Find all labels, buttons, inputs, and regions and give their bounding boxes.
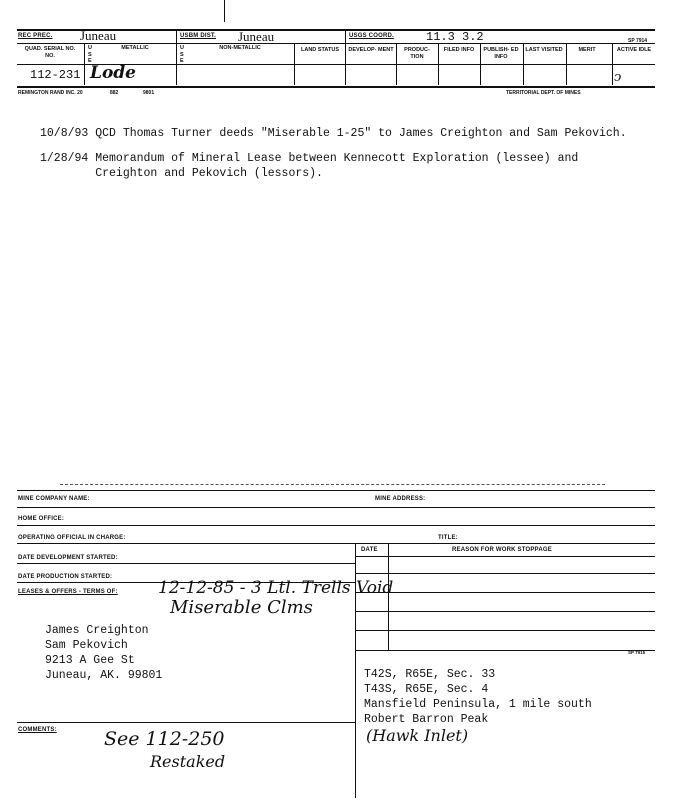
divider xyxy=(355,630,655,631)
comments-handwritten-2: Restaked xyxy=(150,752,226,771)
mine-address-label: MINE ADDRESS: xyxy=(375,496,426,502)
active-idle-header: ACTIVE IDLE xyxy=(616,47,652,53)
home-office-label: HOME OFFICE: xyxy=(18,516,65,522)
leases-offers-label: LEASES & OFFERS - TERMS OF: xyxy=(18,589,118,595)
divider xyxy=(355,592,655,593)
department-name: TERRITORIAL DEPT. OF MINES xyxy=(506,90,581,96)
owner-street: 9213 A Gee St xyxy=(45,654,135,667)
divider xyxy=(17,490,655,491)
note-1: 10/8/93 QCD Thomas Turner deeds "Miserable 1-25" to James Creighton and Sam Pekovich. xyxy=(40,127,627,140)
metallic-header: METALLIC xyxy=(121,45,149,51)
date-column-header: DATE xyxy=(361,547,378,553)
location-line-1: T42S, R65E, Sec. 33 xyxy=(364,668,496,681)
divider xyxy=(17,722,355,723)
divider xyxy=(345,29,346,85)
owner-name-2: Sam Pekovich xyxy=(45,639,128,652)
leases-handwritten-claims: Miserable Clms xyxy=(170,597,313,618)
development-header: DEVELOP- MENT xyxy=(348,47,394,53)
divider xyxy=(176,29,177,85)
date-production-label: DATE PRODUCTION STARTED: xyxy=(18,574,113,580)
comments-handwritten-1: See 112-250 xyxy=(104,728,225,750)
location-handwritten: (Hawk Inlet) xyxy=(366,726,469,745)
date-development-label: DATE DEVELOPMENT STARTED: xyxy=(18,555,118,561)
leases-handwritten-note: 12-12-85 - 3 Ltl. Trells Void xyxy=(158,578,394,598)
divider xyxy=(355,611,655,612)
metallic-handwritten: Lode xyxy=(90,63,136,83)
non-metallic-header: NON-METALLIC xyxy=(219,45,261,51)
title-label: TITLE: xyxy=(438,535,458,541)
production-header: PRODUC- TION xyxy=(404,47,430,60)
printer-code-a: 882 xyxy=(110,90,119,96)
divider xyxy=(17,43,655,44)
rec-prec-value: Juneau xyxy=(80,28,117,43)
published-info-header: PUBLISH- ED INFO xyxy=(483,47,519,60)
note-2: 1/28/94 Memorandum of Mineral Lease between Kennecott Exploration (lessee) and Creighton and Pekovich (lessors). xyxy=(40,152,579,180)
merit-header: MERIT xyxy=(578,47,596,53)
divider xyxy=(17,86,655,88)
usbm-dist-label: USBM DIST. xyxy=(180,33,217,39)
divider xyxy=(224,0,225,22)
divider xyxy=(355,573,655,574)
location-line-2: T43S, R65E, Sec. 4 xyxy=(364,683,489,696)
usbm-dist-value: Juneau xyxy=(238,29,275,44)
quad-serial-value: 112-231 xyxy=(30,68,81,82)
divider xyxy=(17,563,355,564)
divider xyxy=(355,650,655,651)
quad-serial-header: QUAD. SERIAL NO. NO. xyxy=(24,46,76,59)
divider xyxy=(355,556,655,557)
owner-city: Juneau, AK. 99801 xyxy=(45,669,163,682)
reason-column-header: REASON FOR WORK STOPPAGE xyxy=(452,547,552,553)
usgs-coord-label: USGS COORD. xyxy=(349,33,394,39)
location-line-3: Mansfield Peninsula, 1 mile south xyxy=(364,698,592,711)
comments-label: COMMENTS: xyxy=(18,727,57,733)
mine-company-name-label: MINE COMPANY NAME: xyxy=(18,496,90,502)
owner-name-1: James Creighton xyxy=(45,624,149,637)
operating-official-label: OPERATING OFFICIAL IN CHARGE: xyxy=(18,535,126,541)
use-code-header: U S E xyxy=(88,45,92,64)
printer-code-b: 9801 xyxy=(143,90,155,96)
divider xyxy=(17,525,655,526)
divider xyxy=(60,484,605,485)
printer-line: REMINGTON RAND INC. 20 xyxy=(18,90,83,96)
usgs-coord-value: 11.3 3.2 xyxy=(426,30,484,44)
form-code-2: SP 7915 xyxy=(628,650,646,655)
filed-info-header: FILED INFO xyxy=(443,47,475,53)
form-code: SP 7914 xyxy=(628,38,648,44)
last-visited-header: LAST VISITED xyxy=(525,47,563,53)
active-check-mark: ↄ xyxy=(614,70,622,85)
location-line-4: Robert Barron Peak xyxy=(364,713,489,726)
use-code-header-2: U S E xyxy=(180,45,184,64)
divider xyxy=(17,543,655,544)
divider xyxy=(17,507,655,508)
rec-prec-label: REC PREC. xyxy=(18,33,53,39)
land-status-header: LAND STATUS xyxy=(301,47,339,53)
